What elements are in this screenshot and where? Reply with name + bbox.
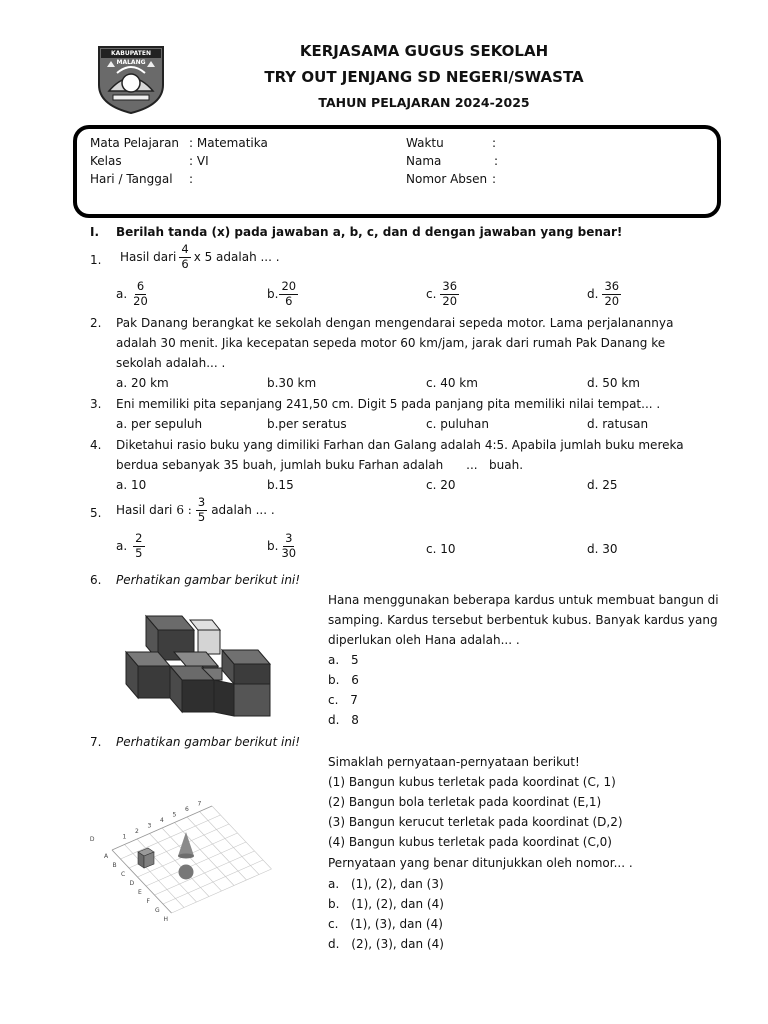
q1-fraction: [179, 244, 190, 270]
grid-origin-label: D: [89, 836, 95, 844]
q6-desc-line-2: samping. Kardus tersebut berbentuk kubus. Banyak kardus yang: [328, 613, 718, 627]
q4-number: 4.: [90, 438, 102, 452]
q5-pre: Hasil dari: [116, 503, 173, 517]
q7-instruction: Perhatikan gambar berikut ini!: [116, 735, 301, 749]
q3-option-c[interactable]: c. puluhan: [426, 417, 489, 431]
grid-line: [200, 812, 260, 875]
q7-statement-4: (4) Bangun kubus terletak pada koordinat (C,0): [328, 835, 612, 849]
q7-statement-2: (2) Bangun bola terletak pada koordinat (E,1): [328, 795, 602, 809]
q5-option-b-den: 30: [281, 545, 297, 560]
q6-option-c-value: 7: [350, 693, 358, 707]
grid-line: [212, 806, 272, 869]
q1-pre: Hasil dari: [120, 250, 177, 264]
q6-option-d-value: 8: [351, 713, 359, 727]
q6-desc-line-1: Hana menggunakan beberapa kardus untuk membuat bangun di: [328, 593, 719, 607]
nama-label: Nama: [406, 154, 442, 168]
q7-option-d[interactable]: [328, 937, 444, 951]
grid-letter-label: G: [155, 907, 160, 914]
kelas-label: Kelas: [90, 154, 122, 168]
q5-option-a-fraction: [133, 533, 144, 559]
q3-option-d[interactable]: d. ratusan: [587, 417, 649, 431]
q7-option-d-value: (2), (3), dan (4): [351, 937, 444, 951]
q5-option-b-num: 3: [285, 531, 293, 545]
grid-sphere: [179, 865, 194, 880]
q7-option-c[interactable]: [328, 917, 443, 931]
section-instruction: Berilah tanda (x) pada jawaban a, b, c, dan d dengan jawaban yang benar!: [116, 225, 623, 239]
grid-letter-label: E: [138, 889, 142, 896]
grid-letter-label: A: [104, 853, 109, 860]
q1-option-d-fraction: [602, 281, 621, 307]
q7-number: 7.: [90, 735, 102, 749]
q1-option-b-num: 20: [281, 279, 297, 293]
grid-number-label: 4: [160, 817, 164, 824]
q2-option-a[interactable]: a. 20 km: [116, 376, 169, 390]
q6-option-a-letter: a.: [328, 653, 340, 667]
q1-option-a[interactable]: [116, 281, 150, 307]
q1-option-c-num: 36: [442, 279, 458, 293]
q7-statement-3: (3) Bangun kerucut terletak pada koordinat (D,2): [328, 815, 623, 829]
q5-number: 5.: [90, 506, 102, 520]
nama-value: :: [494, 154, 499, 168]
q1-option-b-letter: b.: [267, 287, 279, 301]
q1-post: x 5 adalah ... .: [193, 250, 280, 264]
grid-letter-label: F: [146, 898, 150, 905]
q1-option-a-den: 20: [133, 293, 148, 308]
q7-option-a[interactable]: [328, 877, 444, 891]
q1-option-b-den: 6: [285, 293, 293, 308]
q5-stem: [116, 497, 275, 523]
grid-letter-label: D: [129, 880, 135, 887]
header-title-3: TAHUN PELAJARAN 2024-2025: [318, 95, 530, 110]
waktu-value: :: [492, 136, 497, 150]
grid-number-label: 6: [185, 806, 189, 813]
q3-text: Eni memiliki pita sepanjang 241,50 cm. Digit 5 pada panjang pita memiliki nilai tempat... .: [116, 397, 661, 411]
grid-letter-label: C: [121, 871, 126, 878]
mapel-value: : Matematika: [189, 136, 268, 150]
q1-option-c-den: 20: [442, 293, 458, 308]
q5-option-b[interactable]: [267, 533, 298, 559]
q5-option-c[interactable]: c. 10: [426, 542, 456, 556]
grid-line: [150, 834, 210, 897]
hari-value: :: [189, 172, 194, 186]
q6-option-b-value: 6: [351, 673, 359, 687]
q7-option-c-letter: c.: [328, 917, 339, 931]
q1-option-a-num: 6: [136, 279, 145, 293]
grid-letter-label: B: [112, 862, 117, 869]
q6-option-a-value: 5: [351, 653, 359, 667]
grid-number-label: 7: [197, 800, 202, 808]
grid-number-label: 3: [147, 822, 152, 830]
q7-option-a-letter: a.: [328, 877, 340, 891]
section-number: I.: [90, 225, 100, 239]
q2-option-d[interactable]: d. 50 km: [587, 376, 640, 390]
grid-number-label: 1: [122, 833, 127, 841]
q2-line-2: adalah 30 menit. Jika kecepatan sepeda motor 60 km/jam, jarak dari rumah Pak Danang ke: [116, 336, 666, 350]
q1-option-c-letter: c.: [426, 287, 437, 301]
absen-value: :: [492, 172, 497, 186]
q2-line-3: sekolah adalah... .: [116, 356, 226, 370]
q4-option-d[interactable]: d. 25: [587, 478, 618, 492]
q3-option-a[interactable]: a. per sepuluh: [116, 417, 203, 431]
q5-option-a-num: 2: [135, 531, 143, 545]
coordinate-grid-svg: [89, 760, 318, 932]
q2-line-1: Pak Danang berangkat ke sekolah dengan mengendarai sepeda motor. Lama perjalanannya: [116, 316, 674, 330]
q6-option-d[interactable]: [328, 713, 359, 727]
header-title-1: KERJASAMA GUGUS SEKOLAH: [299, 42, 549, 60]
q7-intro: Simaklah pernyataan-pernyataan berikut!: [328, 755, 580, 769]
q4-option-a[interactable]: a. 10: [116, 478, 147, 492]
q7-option-d-letter: d.: [328, 937, 340, 951]
coordinate-grid-figure: [89, 760, 318, 932]
q1-option-c[interactable]: [426, 281, 459, 307]
q6-option-a[interactable]: [328, 653, 359, 667]
grid-letter-label: H: [163, 916, 169, 923]
grid-number-label: 5: [172, 811, 177, 819]
header-title-2: TRY OUT JENJANG SD NEGERI/SWASTA: [264, 68, 584, 86]
absen-label: Nomor Absen: [406, 172, 488, 186]
q1-option-c-fraction: [440, 281, 459, 307]
regency-logo: [95, 45, 167, 115]
grid-cube: [138, 848, 154, 868]
q5-option-b-fraction: [279, 533, 298, 559]
q4-line-2: berdua sebanyak 35 buah, jumlah buku Farhan adalah ... buah.: [116, 458, 524, 472]
q2-option-b[interactable]: b.30 km: [267, 376, 317, 390]
q5-option-a[interactable]: [116, 533, 145, 559]
q5-post: adalah ... .: [211, 503, 275, 517]
q1-stem: [120, 244, 280, 270]
grid-line: [162, 828, 222, 891]
q1-option-d-den: 20: [604, 293, 620, 308]
q1-fraction-num: 4: [181, 242, 189, 256]
q6-option-b-letter: b.: [328, 673, 340, 687]
q7-option-b[interactable]: [328, 897, 444, 911]
waktu-label: Waktu: [406, 136, 444, 150]
q1-option-a-fraction: [131, 281, 150, 307]
q1-fraction-den: 6: [181, 256, 189, 271]
q5-fraction: [196, 497, 207, 523]
q1-option-b-fraction: [279, 281, 298, 307]
q4-option-c[interactable]: c. 20: [426, 478, 456, 492]
cube-structure-figure: [118, 612, 276, 718]
q1-option-d[interactable]: [587, 281, 621, 307]
q5-whole: 6 :: [176, 503, 192, 517]
logo-text: KABUPATEN MALANG: [111, 50, 151, 66]
q5-option-a-den: 5: [135, 545, 143, 560]
q3-option-b[interactable]: b.per seratus: [267, 417, 347, 431]
q6-desc-line-3: diperlukan oleh Hana adalah... .: [328, 633, 520, 647]
q6-option-d-letter: d.: [328, 713, 340, 727]
q4-option-b[interactable]: b.15: [267, 478, 294, 492]
q1-option-d-letter: d.: [587, 287, 599, 301]
q7-option-b-value: (1), (2), dan (4): [351, 897, 444, 911]
q7-option-c-value: (1), (3), dan (4): [350, 917, 443, 931]
q5-fraction-num: 3: [197, 495, 206, 509]
kelas-value: : VI: [189, 154, 209, 168]
q7-statement-1: (1) Bangun kubus terletak pada koordinat (C, 1): [328, 775, 616, 789]
q2-number: 2.: [90, 316, 102, 330]
q6-option-b[interactable]: [328, 673, 359, 687]
q7-option-a-value: (1), (2), dan (3): [351, 877, 444, 891]
q1-number: 1.: [90, 253, 102, 267]
q1-option-d-num: 36: [604, 279, 620, 293]
q7-option-b-letter: b.: [328, 897, 340, 911]
q5-option-a-letter: a.: [116, 539, 128, 553]
q5-option-b-letter: b.: [267, 539, 279, 553]
q3-number: 3.: [90, 397, 102, 411]
q6-option-c-letter: c.: [328, 693, 339, 707]
hari-label: Hari / Tanggal: [90, 172, 173, 186]
q6-number: 6.: [90, 573, 102, 587]
mapel-label: Mata Pelajaran: [90, 136, 180, 150]
grid-line: [187, 817, 247, 880]
q2-option-c[interactable]: c. 40 km: [426, 376, 478, 390]
grid-number-label: 2: [135, 828, 139, 835]
q1-option-b[interactable]: [267, 281, 298, 307]
q4-line-1: Diketahui rasio buku yang dimiliki Farhan dan Galang adalah 4:5. Apabila jumlah buku mereka: [116, 438, 684, 452]
q1-option-a-letter: a.: [116, 287, 128, 301]
q6-option-c[interactable]: [328, 693, 358, 707]
q5-option-d[interactable]: d. 30: [587, 542, 618, 556]
q5-fraction-den: 5: [197, 509, 206, 524]
q6-instruction: Perhatikan gambar berikut ini!: [116, 573, 301, 587]
q7-question: Pernyataan yang benar ditunjukkan oleh nomor... .: [328, 856, 633, 870]
